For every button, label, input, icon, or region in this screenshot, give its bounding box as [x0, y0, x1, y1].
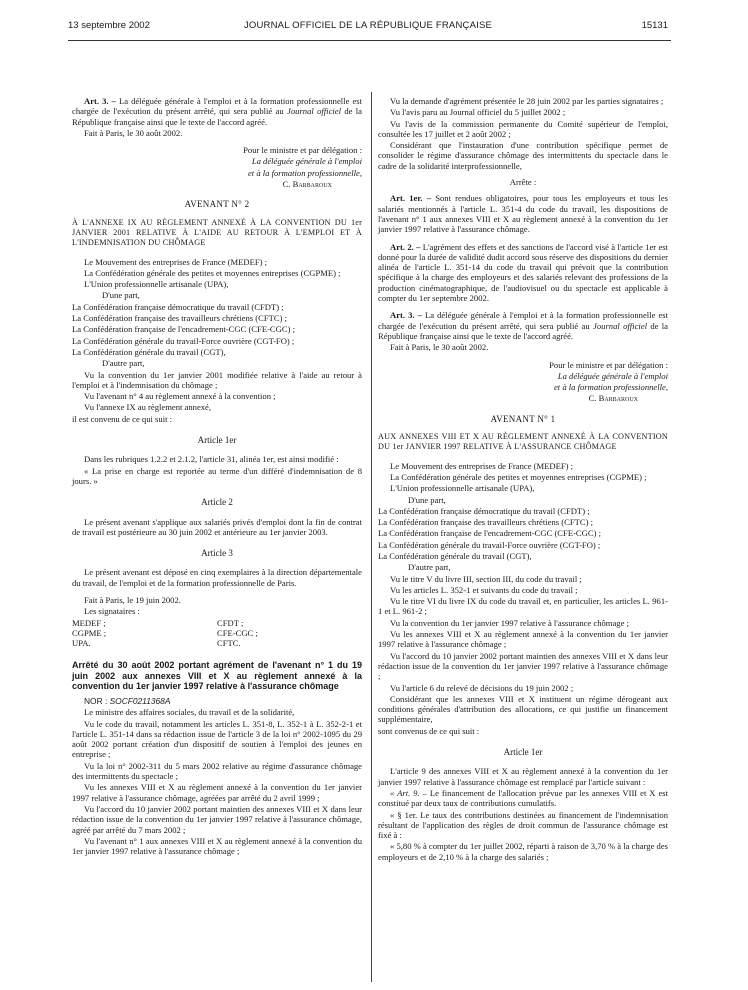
art3-paragraph: [72, 96, 362, 127]
art9-text: Le financement de l'allocation prévue par les annexes VIII et X est constitué par deux taux de contributions cumulatifs.: [378, 787, 668, 809]
arrete-label: Arrête :: [509, 177, 537, 188]
left-column: [72, 96, 362, 857]
signature-line-2: [72, 156, 362, 166]
body-paragraph: Vu le code du travail, notamment les articles L. 351-8, L. 352-1 à L. 352-2-1 et l'article L. 351-14 dans sa rédaction issue de l'article 3 de la loi n° 2002-1095 du 29 août 2002 portant création d'un dispositif de soutien à l'emploi des jeunes en entreprise ;: [72, 718, 362, 760]
party-item: La Confédération générale du travail-Force ouvrière (CGT-FO) ;: [378, 539, 601, 550]
party-item: L'Union professionnelle artisanale (UPA),: [390, 483, 535, 494]
fait-date: Fait à Paris, le 30 août 2002.: [390, 342, 489, 353]
party-item: La Confédération française de l'encadrement-CGC (CFE-CGC) ;: [378, 528, 602, 539]
body-paragraph: Vu l'avenant n° 1 aux annexes VIII et X au règlement annexé à la convention du 1er janvier 1997 relative à l'assurance chômage ;: [72, 835, 362, 857]
signatory: CFTC.: [217, 638, 241, 649]
convenu-text: il est convenu de ce qui suit :: [72, 413, 172, 424]
art3-text-b: de la République française ainsi que le texte de l'accord agréé.: [72, 106, 362, 127]
art3-label: Art. 3. –: [390, 310, 422, 321]
signature-line-1: Pour le ministre et par délégation :: [549, 359, 668, 370]
party-item: La Confédération générale des petites et moyennes entreprises (CGPME) ;: [84, 267, 341, 278]
article-3-text: Le présent avenant est déposé en cinq exemplaires à la direction départementale du travail, de l'emploi et de la formation professionnelle de Paris.: [72, 567, 362, 588]
party-item: La Confédération générale du travail-Force ouvrière (CGT-FO) ;: [72, 335, 295, 346]
paragraph-1: « § 1er. Le taux des contributions destinées au financement de l'indemnisation résultant de l'application des règles de droit commun de l'assurance chômage est fixé à :: [378, 809, 668, 841]
art3-label: Art. 3. –: [84, 96, 116, 106]
header-page-number: 15131: [641, 20, 668, 31]
vu-item: Vu les articles L. 352-1 et suivants du code du travail ;: [390, 584, 578, 595]
header-date: 13 septembre 2002: [68, 20, 150, 31]
signature-line-3-text: et à la formation professionnelle,: [553, 382, 668, 393]
avenant-title: AVENANT N° 1: [490, 413, 556, 424]
fait-date-2: Fait à Paris, le 19 juin 2002.: [84, 594, 181, 605]
signature-line-2: [378, 371, 668, 381]
art3-text-b: de la République française ainsi que le texte de l'accord agréé.: [378, 320, 668, 341]
body-paragraph: Vu l'accord du 10 janvier 2002 portant maintien des annexes VIII et X dans leur rédaction issue de la convention du 1er janvier 1997 relative à l'assurance chômage, agréé par arrêté du 7 mars 2002 ;: [72, 803, 362, 835]
right-column: [378, 96, 668, 863]
art9-label: « Art. 9. –: [390, 787, 427, 798]
vu-item: Vu la convention du 1er janvier 2001 modifiée relative à l'aide au retour à l'emploi et à l'indemnisation du chômage ;: [72, 369, 362, 390]
signatory: MEDEF ;: [72, 617, 106, 628]
article-3-title: Article 3: [201, 548, 233, 559]
signature-line-3-text: et à la formation professionnelle,: [247, 167, 362, 178]
vu-item: Vu le titre VI du livre IX du code du travail et, en particulier, les articles L. 961-1 et L. 961-2 ;: [378, 596, 668, 617]
signature-name: C. Barbaroux: [282, 179, 332, 190]
art2-label: Art. 2. –: [390, 241, 421, 252]
art1-label: Art. 1er. –: [390, 193, 432, 204]
art3-paragraph: [378, 310, 668, 341]
vu-item: Vu l'avis de la commission permanente du Comité supérieur de l'emploi, consultée les 17 juillet et 2 août 2002 ;: [378, 118, 668, 139]
art1-text: Sont rendues obligatoires, pour tous les employeurs et tous les salariés mentionnés à l'article L. 351-4 du code du travail, les dispositions de l'avenant n° 1 aux annexes VIII et X au règlement annexé à la convention du 1er janvier 1997 relative à l'assurance chômage.: [378, 193, 668, 235]
header-rule: [68, 40, 671, 41]
dautre-part: D'autre part,: [102, 358, 145, 369]
signatory: CFDT ;: [217, 617, 244, 628]
convenu-text: sont convenus de ce qui suit :: [378, 725, 480, 736]
paragraph-rate: « 5,80 % à compter du 1er juillet 2002, réparti à raison de 3,70 % à la charge des employeurs et de 2,10 % à la charge des salariés ;: [378, 841, 668, 862]
vu-item: Vu l'annexe IX au règlement annexé,: [84, 402, 212, 413]
signature-line-3: [378, 382, 668, 392]
header-title: JOURNAL OFFICIEL DE LA RÉPUBLIQUE FRANÇAISE: [243, 20, 493, 31]
dautre-part: D'autre part,: [408, 562, 451, 573]
article-1-title: Article 1er: [197, 435, 237, 446]
article-2-text: Le présent avenant s'applique aux salariés privés d'emploi dont la fin de contrat de travail est postérieure au 30 juin 2002 et antérieure au 1er janvier 2003.: [72, 516, 362, 537]
party-item: L'Union professionnelle artisanale (UPA),: [84, 279, 229, 290]
body-paragraph: Le ministre des affaires sociales, du travail et de la solidarité,: [84, 707, 295, 718]
party-item: La Confédération générale du travail (CGT),: [72, 346, 226, 357]
art3-jo: Journal officiel: [593, 320, 647, 331]
signature-line-1: Pour le ministre et par délégation :: [243, 145, 362, 156]
party-item: La Confédération générale des petites et moyennes entreprises (CGPME) ;: [390, 471, 647, 482]
considerant: Considérant que l'instauration d'une contribution spécifique permet de consolider le régime d'assurance chômage des intermittents du spectacle dans le cadre de la solidarité interprofessionnelle,: [378, 140, 668, 171]
art2-text: L'agrément des effets et des sanctions de l'accord visé à l'article 1er est donné pour la durée de validité dudit accord sous réserve des dispositions du dernier alinéa de l'article L. 351-14 du code du travail qui prévoit que la contribution spécifique à la charge des employeurs et des salariés relevant des professions de la production cinématographique, de l'audiovisuel ou du spectacle est applicable à compter du 1er septembre 2002.: [378, 241, 669, 304]
art3-text-a: La déléguée générale à l'emploi et à la formation professionnelle est chargée de l'exécution du présent arrêté, qui sera publié au: [72, 96, 362, 117]
party-item: Le Mouvement des entreprises de France (MEDEF) ;: [390, 460, 574, 471]
art9-paragraph: [378, 788, 668, 809]
art3-text-a: La déléguée générale à l'emploi et à la formation professionnelle est chargée de l'exécution du présent arrêté, qui sera publié au: [378, 310, 668, 331]
article-2-title: Article 2: [201, 497, 233, 508]
signatory: CGPME ;: [72, 627, 107, 638]
considerant: Considérant que les annexes VIII et X instituent un régime dérogeant aux conditions générales d'attribution des allocations, ce qui justifie un financement supplémentaire,: [378, 693, 668, 725]
vu-item: Vu le titre V du livre III, section III, du code du travail ;: [390, 573, 582, 584]
vu-item: Vu l'avis paru au Journal officiel du 5 juillet 2002 ;: [390, 107, 566, 118]
nor-value: SOCF0211368A: [109, 695, 171, 706]
party-item: La Confédération française de l'encadrement-CGC (CFE-CGC) ;: [72, 324, 296, 335]
avenant-caption: À L'ANNEXE IX AU RÈGLEMENT ANNEXÉ À LA CONVENTION DU 1er JANVIER 2001 RELATIVE À L'AIDE AU RETOUR À L'EMPLOI ET À L'INDEMNISATION DU CHÔMAGE: [72, 217, 362, 248]
article-1-title: Article 1er: [503, 747, 543, 758]
nor-reference: [72, 696, 362, 706]
art2-paragraph: [378, 242, 668, 304]
article-1-text: Dans les rubriques 1.2.2 et 2.1.2, l'article 31, alinéa 1er, est ainsi modifié :: [84, 454, 339, 465]
signature-line-2-text: La déléguée générale à l'emploi: [251, 156, 362, 167]
party-item: La Confédération française démocratique du travail (CFDT) ;: [72, 301, 284, 312]
vu-item: Vu l'avenant n° 4 au règlement annexé à la convention ;: [84, 391, 276, 402]
vu-item: Vu l'accord du 10 janvier 2002 portant maintien des annexes VIII et X dans leur rédaction issue de la convention du 1er janvier 1997 relative à l'assurance chômage ;: [378, 650, 668, 682]
article-1-text: L'article 9 des annexes VIII et X au règlement annexé à la convention du 1er janvier 1997 relative à l'assurance chômage est remplacé par l'article suivant :: [378, 766, 668, 787]
signature-name: C. Barbaroux: [588, 393, 638, 404]
column-divider: [371, 92, 372, 982]
party-item: La Confédération générale du travail (CGT),: [378, 550, 532, 561]
party-item: Le Mouvement des entreprises de France (MEDEF) ;: [84, 256, 268, 267]
signataires-label: Les signataires :: [84, 606, 140, 617]
art1-paragraph: [378, 193, 668, 234]
fait-date: Fait à Paris, le 30 août 2002.: [84, 127, 183, 138]
arrete-title: Arrêté du 30 août 2002 portant agrément de l'avenant n° 1 du 19 juin 2002 aux annexes VIII et X au règlement annexé à la convention du 1er janvier 1997 relative à l'assurance chômage: [72, 660, 362, 692]
dune-part: D'une part,: [102, 290, 140, 301]
vu-item: Vu la convention du 1er janvier 1997 relative à l'assurance chômage ;: [390, 617, 629, 628]
signatory: CFE-CGC ;: [217, 627, 258, 638]
signatory: UPA.: [72, 638, 91, 649]
art3-jo: Journal officiel: [287, 106, 341, 117]
body-paragraph: Vu les annexes VIII et X au règlement annexé à la convention du 1er janvier 1997 relative à l'assurance chômage, agréées par arrêté du 2 avril 1999 ;: [72, 782, 362, 803]
nor-label: NOR :: [84, 695, 110, 706]
signatories-grid: [72, 618, 362, 649]
body-paragraph: Vu la loi n° 2002-311 du 5 mars 2002 relative au régime d'assurance chômage des intermittents du spectacle ;: [72, 760, 362, 782]
signature-line-2-text: La déléguée générale à l'emploi: [557, 370, 668, 381]
dune-part: D'une part,: [408, 494, 446, 505]
page-header: [68, 20, 668, 34]
article-1-quote: « La prise en charge est reportée au terme d'un différé d'indemnisation de 8 jours. »: [72, 465, 362, 486]
vu-item: Vu la demande d'agrément présentée le 28 juin 2002 par les parties signataires ;: [390, 96, 664, 106]
vu-item: Vu les annexes VIII et X au règlement annexé à la convention du 1er janvier 1997 relative à l'assurance chômage ;: [378, 629, 668, 650]
avenant-title: AVENANT N° 2: [184, 199, 250, 210]
party-item: La Confédération française des travailleurs chrétiens (CFTC) ;: [72, 313, 288, 324]
party-item: La Confédération française des travailleurs chrétiens (CFTC) ;: [378, 517, 594, 528]
signature-line-3: [72, 168, 362, 178]
vu-item: Vu l'article 6 du relevé de décisions du 19 juin 2002 ;: [390, 682, 574, 693]
party-item: La Confédération française démocratique du travail (CFDT) ;: [378, 505, 590, 516]
avenant-caption: AUX ANNEXES VIII ET X AU RÈGLEMENT ANNEXÉ À LA CONVENTION DU 1er JANVIER 1997 RELATIVE À L'ASSURANCE CHÔMAGE: [378, 432, 668, 452]
